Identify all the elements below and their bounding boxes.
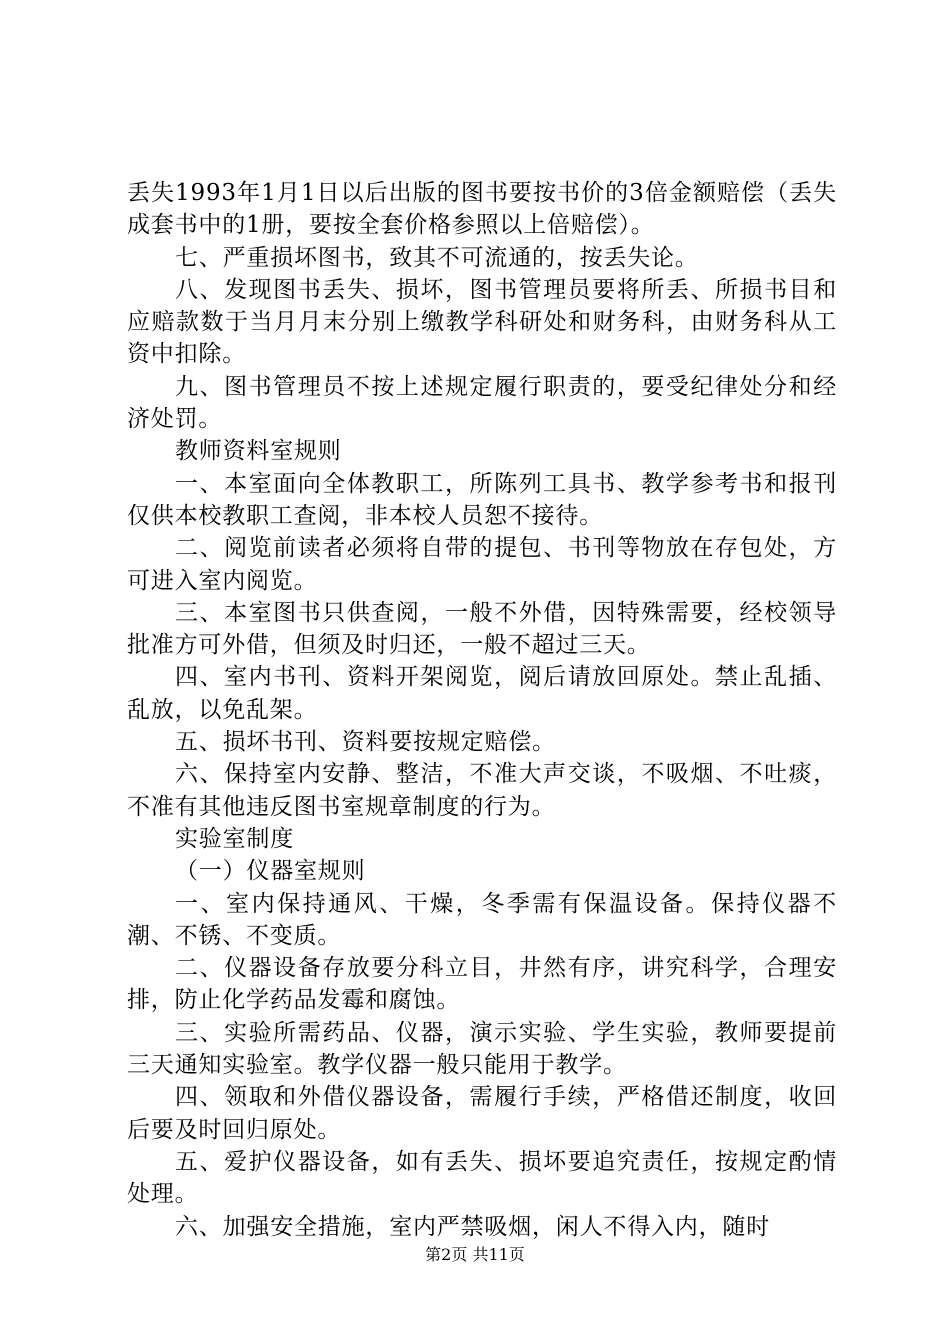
page-number-footer: 第2页 共11页 — [425, 1245, 525, 1264]
paragraph-reference-rule-4: 四、室内书刊、资料开架阅览，阅后请放回原处。禁止乱插、乱放，以免乱架。 — [127, 664, 837, 723]
paragraph-instrument-rule-5: 五、爱护仪器设备，如有丢失、损坏要追究责任，按规定酌情处理。 — [127, 1148, 837, 1208]
paragraph-rule-7: 七、严重损坏图书，致其不可流通的，按丢失论。 — [175, 244, 699, 271]
document-body — [127, 177, 837, 1243]
paragraph-instrument-rule-6: 六、加强安全措施，室内严禁吸烟，闲人不得入内，随时 — [175, 1213, 770, 1240]
paragraph-reference-rule-5: 五、损坏书刊、资料要按规定赔偿。 — [175, 729, 556, 756]
paragraph-rule-8: 八、发现图书丢失、损坏，图书管理员要将所丢、所损书目和应赔款数于当月月末分别上缴教学科研处和财务科，由财务科从工资中扣除。 — [127, 276, 837, 368]
paragraph-reference-rule-1: 一、本室面向全体教职工，所陈列工具书、教学参考书和报刊仅供本校教职工查阅，非本校人员恕不接待。 — [127, 470, 837, 529]
paragraph-reference-rule-3: 三、本室图书只供查阅，一般不外借，因特殊需要，经校领导批准方可外借，但须及时归还，一般不超过三天。 — [127, 599, 837, 659]
paragraph-rule-9: 九、图书管理员不按上述规定履行职责的，要受纪律处分和经济处罚。 — [127, 373, 837, 433]
subsection-heading-instrument-room: （一）仪器室规则 — [175, 858, 366, 885]
paragraph-continuation: 丢失1993年1月1日以后出版的图书要按书价的3倍金额赔偿（丢失成套书中的1册，要按全套价格参照以上倍赔偿）。 — [127, 180, 837, 239]
section-heading-laboratory: 实验室制度 — [175, 825, 294, 852]
section-heading-teacher-reference-room: 教师资料室规则 — [175, 438, 342, 465]
paragraph-instrument-rule-4: 四、领取和外借仪器设备，需履行手续，严格借还制度，收回后要及时回归原处。 — [127, 1084, 837, 1143]
paragraph-reference-rule-6: 六、保持室内安静、整洁，不准大声交谈，不吸烟、不吐痰，不准有其他违反图书室规章制度的行为。 — [127, 761, 837, 820]
paragraph-instrument-rule-2: 二、仪器设备存放要分科立目，井然有序，讲究科学，合理安排，防止化学药品发霉和腐蚀。 — [127, 955, 837, 1014]
paragraph-instrument-rule-1: 一、室内保持通风、干燥，冬季需有保温设备。保持仪器不潮、不锈、不变质。 — [127, 890, 837, 949]
paragraph-reference-rule-2: 二、阅览前读者必须将自带的提包、书刊等物放在存包处，方可进入室内阅览。 — [127, 535, 837, 594]
paragraph-instrument-rule-3: 三、实验所需药品、仪器，演示实验、学生实验，教师要提前三天通知实验室。教学仪器一般只能用于教学。 — [127, 1019, 837, 1079]
